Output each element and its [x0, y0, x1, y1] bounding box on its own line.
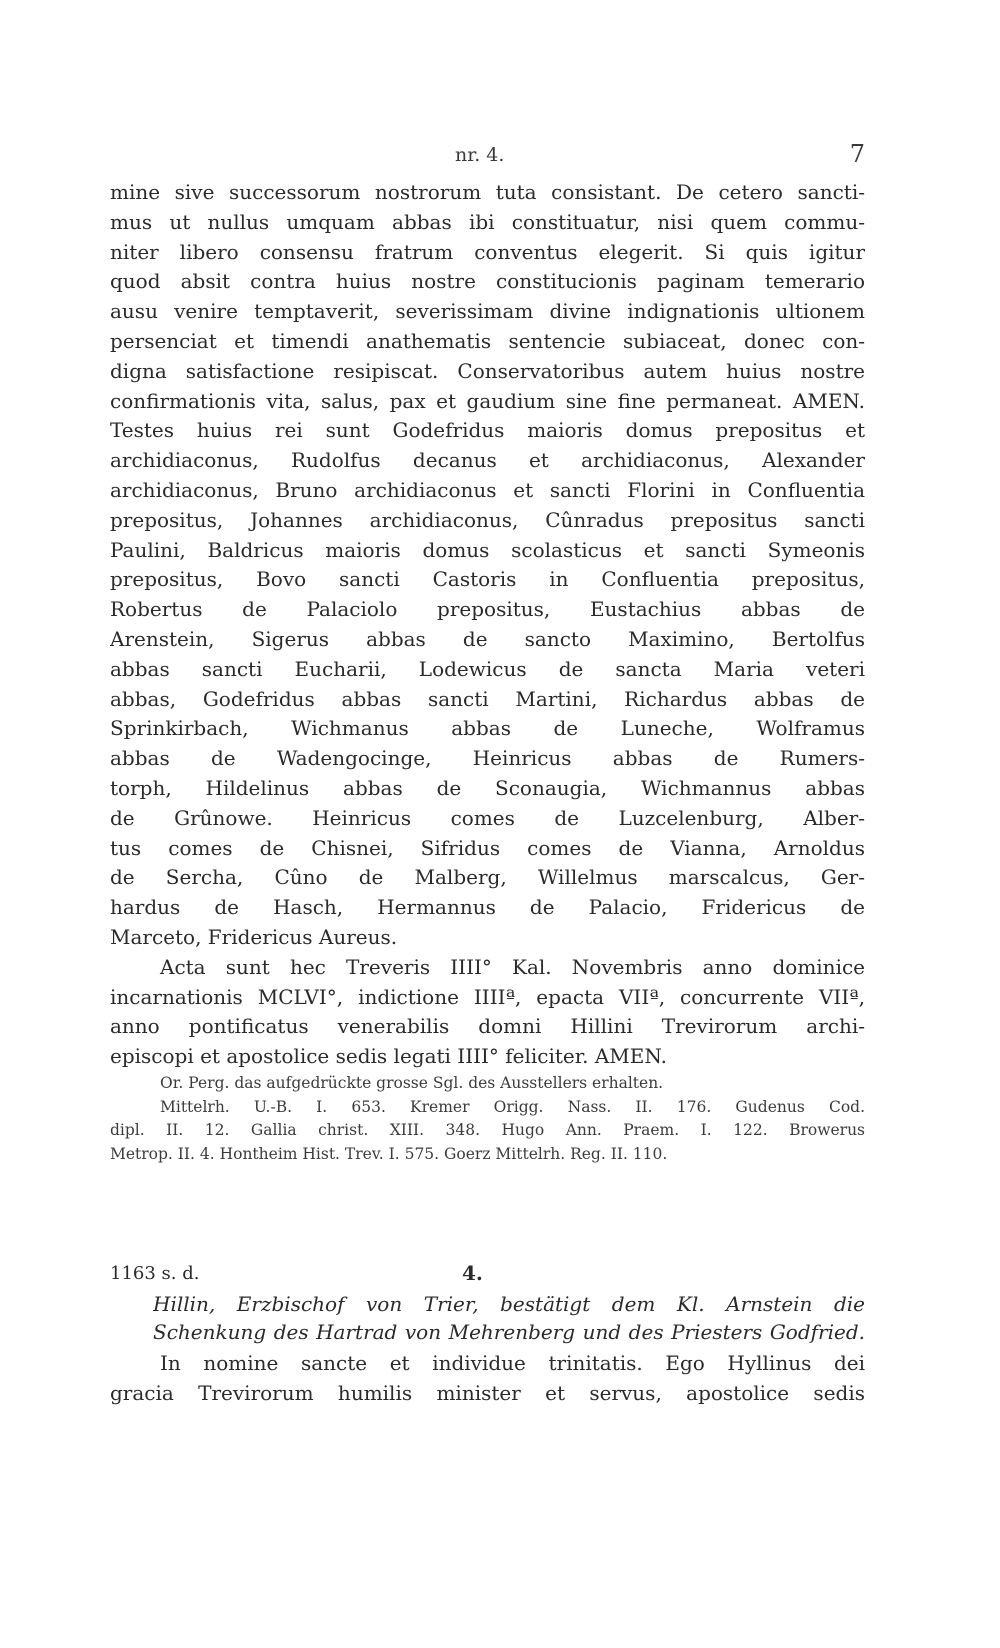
footnote-line: Mittelrh. U.-B. I. 653. Kremer Origg. Nass. II. 176. Gudenus Cod. — [160, 1097, 865, 1116]
page-header — [110, 140, 865, 174]
text-line: gracia Trevirorum humilis minister et servus, apostolice sedis — [110, 1381, 865, 1405]
text-line: prepositus, Johannes archidiaconus, Cûnradus prepositus sancti — [110, 507, 865, 532]
text-line: Testes huius rei sunt Godefridus maioris domus prepositus et — [110, 418, 865, 443]
text-line: mine sive successorum nostrorum tuta consistant. De cetero sancti- — [110, 180, 865, 204]
text-line: Arenstein, Sigerus abbas de sancto Maximino, Bertolfus — [110, 626, 865, 651]
text-line: Paulini, Baldricus maioris domus scolasticus et sancti Symeonis — [110, 537, 865, 562]
text-line: Marceto, Fridericus Aureus. — [110, 924, 398, 949]
text-line: digna satisfactione resipiscat. Conservatoribus autem huius nostre — [110, 358, 865, 383]
page-number: 7 — [849, 140, 865, 168]
footnote — [110, 1072, 865, 1166]
regest-line: Schenkung des Hartrad von Mehrenberg und des Priesters Godfried. — [153, 1320, 865, 1344]
footnote-line: Or. Perg. das aufgedrückte grosse Sgl. des Ausstellers erhalten. — [160, 1074, 664, 1092]
text-line: ausu venire temptaverit, severissimam divine indignationis ultionem — [110, 299, 865, 324]
text-line: In nomine sancte et individue trinitatis. Ego Hyllinus dei — [160, 1351, 865, 1375]
text-line: confirmationis vita, salus, pax et gaudium sine fine permaneat. AMEN. — [110, 388, 865, 413]
text-line: Sprinkirbach, Wichmanus abbas de Luneche, Wolframus — [110, 716, 865, 741]
text-line: archidiaconus, Bruno archidiaconus et sancti Florini in Confluentia — [110, 477, 865, 502]
document-body — [110, 178, 865, 1072]
header-label: nr. 4. — [455, 144, 505, 166]
text-line: torph, Hildelinus abbas de Sconaugia, Wichmannus abbas — [110, 775, 865, 800]
text-line: mus ut nullus umquam abbas ibi constituatur, nisi quem commu- — [110, 209, 865, 234]
text-line: Robertus de Palaciolo prepositus, Eustachius abbas de — [110, 597, 865, 622]
text-line: abbas, Godefridus abbas sancti Martini, Richardus abbas de — [110, 686, 865, 711]
text-line: prepositus, Bovo sancti Castoris in Confluentia prepositus, — [110, 567, 865, 592]
entry-body — [110, 1348, 865, 1408]
text-line: anno pontificatus venerabilis domni Hillini Trevirorum archi- — [110, 1014, 865, 1039]
text-line: incarnationis MCLVI°, indictione IIIIª, epacta VIIª, concurrente VIIª, — [110, 984, 865, 1009]
text-line: persenciat et timendi anathematis sentencie subiaceat, donec con- — [110, 328, 865, 353]
text-line: de Grûnowe. Heinricus comes de Luzcelenburg, Alber- — [110, 805, 865, 830]
text-line: episcopi et apostolice sedis legati IIII° feliciter. AMEN. — [110, 1044, 667, 1069]
footnote-line: dipl. II. 12. Gallia christ. XIII. 348. Hugo Ann. Praem. I. 122. Browerus — [110, 1121, 865, 1139]
regest-line: Hillin, Erzbischof von Trier, bestätigt dem Kl. Arnstein die — [153, 1292, 865, 1316]
entry-number: 4. — [462, 1261, 483, 1285]
text-line: niter libero consensu fratrum conventus elegerit. Si quis igitur — [110, 239, 865, 264]
text-line: de Sercha, Cûno de Malberg, Willelmus marscalcus, Ger- — [110, 865, 865, 890]
text-line: abbas sancti Eucharii, Lodewicus de sancta Maria veteri — [110, 656, 865, 681]
text-line: abbas de Wadengocinge, Heinricus abbas de Rumers- — [110, 746, 865, 771]
text-line: hardus de Hasch, Hermannus de Palacio, Fridericus de — [110, 895, 865, 920]
entry-regest — [153, 1290, 865, 1346]
text-line: archidiaconus, Rudolfus decanus et archidiaconus, Alexander — [110, 448, 865, 473]
text-line: quod absit contra huius nostre constitucionis paginam temerario — [110, 269, 865, 294]
entry-date: 1163 s. d. — [110, 1263, 200, 1284]
text-line: tus comes de Chisnei, Sifridus comes de Vianna, Arnoldus — [110, 835, 865, 860]
footnote-line: Metrop. II. 4. Hontheim Hist. Trev. I. 575. Goerz Mittelrh. Reg. II. 110. — [110, 1144, 668, 1163]
text-line: Acta sunt hec Treveris IIII° Kal. Novembris anno dominice — [160, 954, 865, 979]
